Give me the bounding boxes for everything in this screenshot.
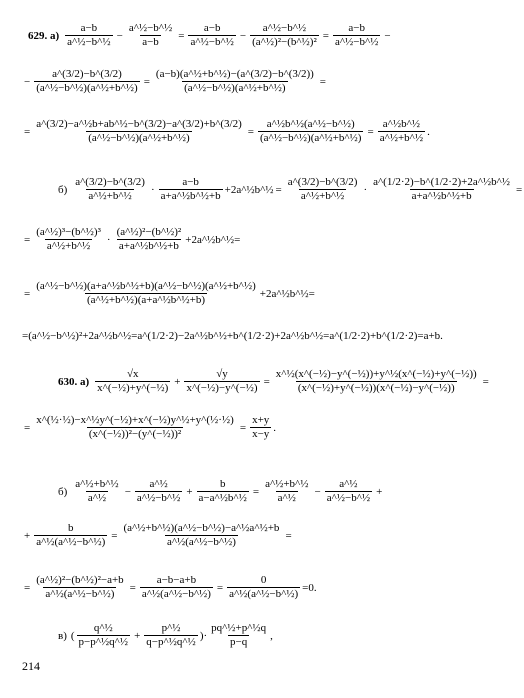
fraction: $\frac{a-b}{\text{a\textasciicircum{}½−b\textasciicircum{}½}}$ [190,22,234,48]
fraction: $\frac{\text{a\textasciicircum{}½b\textasciicircum{}½(a\textasciicircum{}½−b\textasciicircum{}½)}}{\text{(a\textasciicircum{}½−b\textasciicircum{}½)(a\textasciicircum{}½+b\textasciicircum{}½)}}$ [259,118,362,144]
eq-630c-line1: в) ( $\frac{\text{q\textasciicircum{}½}}{\text{p−p\textasciicircum{}½q\textasciicircum{}½}}$ + $\frac{\text{p\textasciicircum{}½}}{\text{q−p\textasciicircum{}½q\textasciicircum{}½}}$ )· $\frac{\text{pq\textasciicircum{}½+p\textasciicircum{}½q}}{p-q}$ , [58,622,273,648]
fraction: $\frac{\text{pq\textasciicircum{}½+p\textasciicircum{}½q}}{p-q}$ [211,622,267,648]
eq-630a-line2: = $\frac{\text{x\textasciicircum{}(½·½)−x\textasciicircum{}½y\textasciicircum{}(−½)+x\textasciicircum{}(−½)y\textasciicircum{}½+y\textasciicircum{}(½·½)}}{\text{(x\textasciicircum{}(−½))²−(y\textasciicircum{}(−½))²}}$ = $\frac{x+y}{x-y}$ . [24,414,277,440]
problem-label: в) [58,629,67,642]
fraction: $\frac{\text{a\textasciicircum{}½}}{\text{a\textasciicircum{}½−b\textasciicircum{}½}}$ [136,478,181,504]
fraction: $\frac{a-b}{\text{a+a\textasciicircum{}½b\textasciicircum{}½+b}}$ [160,176,221,202]
fraction: $\frac{\text{a\textasciicircum{}½−b\textasciicircum{}½}}{a-b}$ [128,22,173,48]
fraction: $\frac{a\^{}(3/2)-b\^{}(3/2)}{\text{(a\textasciicircum{}½−b\textasciicircum{}½)(a\textasciicircum{}½+b\textasciicircum{}½)}}$ [36,68,138,94]
fraction: $\frac{\text{(a−b)(a\textasciicircum{}½+b\textasciicircum{}½)−(a\textasciicircum{}(3/2)−b\textasciicircum{}(3/2))}}{\text{(a\textasciicircum{}½−b\textasciicircum{}½)(a\textasciicircum{}½+b\textasciicircum{}½)}}$ [155,68,314,94]
eq-630b-line2: + $\frac{b}{\text{a\textasciicircum{}½(a\textasciicircum{}½−b\textasciicircum{}½)}}$ = $\frac{\text{(a\textasciicircum{}½+b\textasciicircum{}½)(a\textasciicircum{}½−b\textasciicircum{}½)−a\textasciicircum{}½a\textasciicircum{}½+b}}{\text{a\textasciicircum{}½(a\textasciicircum{}½−b\textasciicircum{}½)}}$ = [24,522,292,548]
eq-629a-line2: − $\frac{a\^{}(3/2)-b\^{}(3/2)}{\text{(a\textasciicircum{}½−b\textasciicircum{}½)(a\textasciicircum{}½+b\textasciicircum{}½)}}$ = $\frac{\text{(a−b)(a\textasciicircum{}½+b\textasciicircum{}½)−(a\textasciicircum{}(3/2)−b\textasciicircum{}(3/2))}}{\text{(a\textasciicircum{}½−b\textasciicircum{}½)(a\textasciicircum{}½+b\textasciicircum{}½)}}$ = [24,68,326,94]
fraction: $\frac{\text{(a\textasciicircum{}½+b\textasciicircum{}½)(a\textasciicircum{}½−b\textasciicircum{}½)−a\textasciicircum{}½a\textasciicircum{}½+b}}{\text{a\textasciicircum{}½(a\textasciicircum{}½−b\textasciicircum{}½)}}$ [123,522,280,548]
fraction: $\frac{√x}{\text{x\textasciicircum{}(−½)+y\textasciicircum{}(−½)}}$ [97,368,169,394]
fraction: $\frac{\text{(a\textasciicircum{}½)³−(b\textasciicircum{}½)³}}{\text{a\textasciicircum{}½+b\textasciicircum{}½}}$ [36,226,101,252]
fraction: $\frac{a\^{}(3/2)-b\^{}(3/2)}{\text{a\textasciicircum{}½+b\textasciicircum{}½}}$ [287,176,358,202]
fraction: $\frac{b}{\text{a−a\textasciicircum{}½b\textasciicircum{}½}}$ [198,478,247,504]
fraction: $\frac{x+y}{x-y}$ [252,414,270,440]
eq-629b-line4: =(a^½−b^½)²+2a^½b^½=a^(1/2·2)−2a^½b^½+b^(1/2·2)+2a^½b^½=a^(1/2·2)+b^(1/2·2)=a+b. [22,330,443,342]
fraction: $\frac{√y}{\text{x\textasciicircum{}(−½)−y\textasciicircum{}(−½)}}$ [186,368,258,394]
eq-629a-line1: 629. а) $\frac{a-b}{\text{a\textasciicircum{}½−b\textasciicircum{}½}}$ − $\frac{\text{a\textasciicircum{}½−b\textasciicircum{}½}}{a-b}$ = $\frac{a-b}{\text{a\textasciicircum{}½−b\textasciicircum{}½}}$ − $\frac{\text{a\textasciicircum{}½−b\textasciicircum{}½}}{\text{(a\textasciicircum{}½)²−(b\textasciicircum{}½)²}}$ = $\frac{a-b}{\text{a\textasciicircum{}½−b\textasciicircum{}½}}$ − [28,22,391,48]
fraction: $\frac{\text{a\textasciicircum{}½}}{\text{a\textasciicircum{}½−b\textasciicircum{}½}}$ [326,478,371,504]
problem-label: б) [58,183,68,196]
eq-630b-line3: = $\frac{\text{(a\textasciicircum{}½)²−(b\textasciicircum{}½)²−a+b}}{\text{a\textasciicircum{}½(a\textasciicircum{}½−b\textasciicircum{}½)}}$ = $\frac{a-b-a+b}{\text{a\textasciicircum{}½(a\textasciicircum{}½−b\textasciicircum{}½)}}$ = $\frac{0}{\text{a\textasciicircum{}½(a\textasciicircum{}½−b\textasciicircum{}½)}}$ =0. [24,574,317,600]
fraction: $\frac{\text{(a\textasciicircum{}½)²−(b\textasciicircum{}½)²−a+b}}{\text{a\textasciicircum{}½(a\textasciicircum{}½−b\textasciicircum{}½)}}$ [36,574,124,600]
fraction: $\frac{0}{\text{a\textasciicircum{}½(a\textasciicircum{}½−b\textasciicircum{}½)}}$ [229,574,299,600]
fraction: $\frac{\text{q\textasciicircum{}½}}{\text{p−p\textasciicircum{}½q\textasciicircum{}½}}$ [78,622,129,648]
eq-630a-line1: 630. а) $\frac{√x}{\text{x\textasciicircum{}(−½)+y\textasciicircum{}(−½)}}$ + $\frac{√y}{\text{x\textasciicircum{}(−½)−y\textasciicircum{}(−½)}}$ = $\frac{\text{x\textasciicircum{}½(x\textasciicircum{}(−½)−y\textasciicircum{}(−½))+y\textasciicircum{}½(x\textasciicircum{}(−½)+y\textasciicircum{}(−½))}}{\text{(x\textasciicircum{}(−½)+y\textasciicircum{}(−½))(x\textasciicircum{}(−½)−y\textasciicircum{}(−½))}}$ = [58,368,489,394]
fraction: $\frac{b}{\text{a\textasciicircum{}½(a\textasciicircum{}½−b\textasciicircum{}½)}}$ [36,522,106,548]
page-number: 214 [22,659,40,673]
fraction: $\frac{a\^{}(3/2)-b\^{}(3/2)}{\text{a\textasciicircum{}½+b\textasciicircum{}½}}$ [75,176,145,202]
eq-629b-line3: = $\frac{\text{(a\textasciicircum{}½−b\textasciicircum{}½)(a+a\textasciicircum{}½b\textasciicircum{}½+b)(a\textasciicircum{}½−b\textasciicircum{}½)(a\textasciicircum{}½+b\textasciicircum{}½)}}{\text{(a\textasciicircum{}½+b\textasciicircum{}½)(a+a\textasciicircum{}½b\textasciicircum{}½+b)}}$ +2a^½b^½= [24,280,315,306]
fraction: $\frac{\text{a\textasciicircum{}½b\textasciicircum{}½}}{\text{a\textasciicircum{}½+b\textasciicircum{}½}}$ [379,118,424,144]
fraction: $\frac{\text{p\textasciicircum{}½}}{\text{q−p\textasciicircum{}½q\textasciicircum{}½}}$ [146,622,196,648]
eq-629b-line1: б) $\frac{a\^{}(3/2)-b\^{}(3/2)}{\text{a\textasciicircum{}½+b\textasciicircum{}½}}$ · $\frac{a-b}{\text{a+a\textasciicircum{}½b\textasciicircum{}½+b}}$ +2a^½b^½ = $\frac{a\^{}(3/2)-b\^{}(3/2)}{\text{a\textasciicircum{}½+b\textasciicircum{}½}}$ · $\frac{\text{a\textasciicircum{}(1/2·2)−b\textasciicircum{}(1/2·2)+2a\textasciicircum{}½b\textasciicircum{}½}}{\text{a+a\textasciicircum{}½b\textasciicircum{}½+b}}$ = [58,176,523,202]
fraction: $\frac{\text{a\textasciicircum{}½+b\textasciicircum{}½}}{\text{a\textasciicircum{}½}}$ [265,478,309,504]
fraction: $\frac{a-b}{\text{a\textasciicircum{}½−b\textasciicircum{}½}}$ [67,22,111,48]
fraction: $\frac{a-b-a+b}{\text{a\textasciicircum{}½(a\textasciicircum{}½−b\textasciicircum{}½)}}$ [141,574,211,600]
fraction: $\frac{\text{a\textasciicircum{}(1/2·2)−b\textasciicircum{}(1/2·2)+2a\textasciicircum{}½b\textasciicircum{}½}}{\text{a+a\textasciicircum{}½b\textasciicircum{}½+b}}$ [373,176,511,202]
problem-label: б) [58,485,68,498]
fraction: $\frac{\text{x\textasciicircum{}(½·½)−x\textasciicircum{}½y\textasciicircum{}(−½)+x\textasciicircum{}(−½)y\textasciicircum{}½+y\textasciicircum{}(½·½)}}{\text{(x\textasciicircum{}(−½))²−(y\textasciicircum{}(−½))²}}$ [36,414,234,440]
fraction: $\frac{\text{x\textasciicircum{}½(x\textasciicircum{}(−½)−y\textasciicircum{}(−½))+y\textasciicircum{}½(x\textasciicircum{}(−½)+y\textasciicircum{}(−½))}}{\text{(x\textasciicircum{}(−½)+y\textasciicircum{}(−½))(x\textasciicircum{}(−½)−y\textasciicircum{}(−½))}}$ [275,368,477,394]
problem-label: 629. а) [28,29,60,42]
problem-label: 630. а) [58,375,90,388]
fraction: $\frac{\text{(a\textasciicircum{}½)²−(b\textasciicircum{}½)²}}{\text{a+a\textasciicircum{}½b\textasciicircum{}½+b}}$ [116,226,182,252]
eq-630b-line1: б) $\frac{\text{a\textasciicircum{}½+b\textasciicircum{}½}}{\text{a\textasciicircum{}½}}$ − $\frac{\text{a\textasciicircum{}½}}{\text{a\textasciicircum{}½−b\textasciicircum{}½}}$ + $\frac{b}{\text{a−a\textasciicircum{}½b\textasciicircum{}½}}$ = $\frac{\text{a\textasciicircum{}½+b\textasciicircum{}½}}{\text{a\textasciicircum{}½}}$ − $\frac{\text{a\textasciicircum{}½}}{\text{a\textasciicircum{}½−b\textasciicircum{}½}}$ + [58,478,383,504]
fraction: $\frac{\text{a\textasciicircum{}½+b\textasciicircum{}½}}{\text{a\textasciicircum{}½}}$ [75,478,119,504]
eq-629a-line3: = $\frac{\text{a\textasciicircum{}(3/2)−a\textasciicircum{}½b+ab\textasciicircum{}½−b\textasciicircum{}(3/2)−a\textasciicircum{}(3/2)+b\textasciicircum{}(3/2)}}{\text{(a\textasciicircum{}½−b\textasciicircum{}½)(a\textasciicircum{}½+b\textasciicircum{}½)}}$ = $\frac{\text{a\textasciicircum{}½b\textasciicircum{}½(a\textasciicircum{}½−b\textasciicircum{}½)}}{\text{(a\textasciicircum{}½−b\textasciicircum{}½)(a\textasciicircum{}½+b\textasciicircum{}½)}}$ = $\frac{\text{a\textasciicircum{}½b\textasciicircum{}½}}{\text{a\textasciicircum{}½+b\textasciicircum{}½}}$ . [24,118,430,144]
fraction: $\frac{\text{a\textasciicircum{}(3/2)−a\textasciicircum{}½b+ab\textasciicircum{}½−b\textasciicircum{}(3/2)−a\textasciicircum{}(3/2)+b\textasciicircum{}(3/2)}}{\text{(a\textasciicircum{}½−b\textasciicircum{}½)(a\textasciicircum{}½+b\textasciicircum{}½)}}$ [36,118,242,144]
fraction: $\frac{\text{(a\textasciicircum{}½−b\textasciicircum{}½)(a+a\textasciicircum{}½b\textasciicircum{}½+b)(a\textasciicircum{}½−b\textasciicircum{}½)(a\textasciicircum{}½+b\textasciicircum{}½)}}{\text{(a\textasciicircum{}½+b\textasciicircum{}½)(a+a\textasciicircum{}½b\textasciicircum{}½+b)}}$ [36,280,256,306]
fraction: $\frac{\text{a\textasciicircum{}½−b\textasciicircum{}½}}{\text{(a\textasciicircum{}½)²−(b\textasciicircum{}½)²}}$ [252,22,317,48]
fraction: $\frac{a-b}{\text{a\textasciicircum{}½−b\textasciicircum{}½}}$ [334,22,379,48]
eq-629b-line2: = $\frac{\text{(a\textasciicircum{}½)³−(b\textasciicircum{}½)³}}{\text{a\textasciicircum{}½+b\textasciicircum{}½}}$ · $\frac{\text{(a\textasciicircum{}½)²−(b\textasciicircum{}½)²}}{\text{a+a\textasciicircum{}½b\textasciicircum{}½+b}}$ +2a^½b^½= [24,226,241,252]
